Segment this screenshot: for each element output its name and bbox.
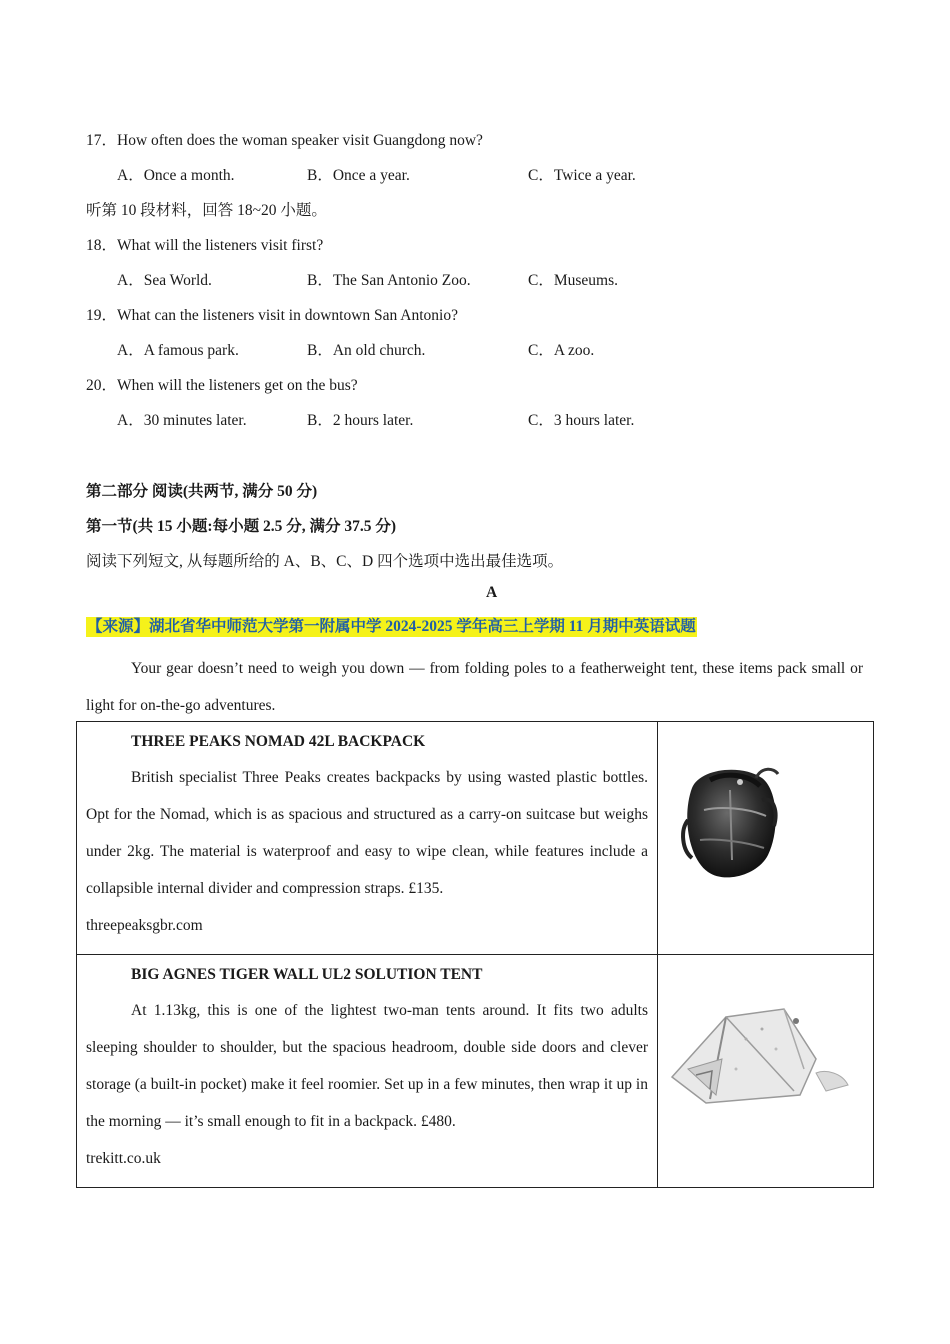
option-17c: C．Twice a year. <box>528 167 636 184</box>
option-17a: A．Once a month. <box>117 167 235 184</box>
reading-instruction: 阅读下列短文, 从每题所给的 A、B、C、D 四个选项中选出最佳选项。 <box>86 553 564 570</box>
table-row <box>77 722 874 955</box>
option-19b: B．An old church. <box>307 342 426 359</box>
product-description: At 1.13kg, this is one of the lightest two-man tents around. It fits two adults sleeping shoulder to shoulder, but the spacious headroom, double side doors and clever storage (a built-in pocket) make it feel roomier. Set up in a few minutes, then wrap it up in the morning — it’s small enough to fit in a backpack. £480. <box>86 1002 648 1130</box>
product-url: trekitt.co.uk <box>86 1150 161 1167</box>
option-19c: C．A zoo. <box>528 342 595 359</box>
product-image-cell <box>658 722 874 955</box>
products-table <box>76 721 874 1188</box>
option-20a: A．30 minutes later. <box>117 412 247 429</box>
option-18a: A．Sea World. <box>117 272 212 289</box>
question-19: 19．What can the listeners visit in downtown San Antonio? <box>86 307 458 324</box>
product-title: BIG AGNES TIGER WALL UL2 SOLUTION TENT <box>131 966 483 983</box>
product-text-cell <box>77 955 658 1188</box>
option-18c: C．Museums. <box>528 272 619 289</box>
question-18: 18．What will the listeners visit first? <box>86 237 324 254</box>
option-18b: B．The San Antonio Zoo. <box>307 272 471 289</box>
question-17: 17．How often does the woman speaker visit Guangdong now? <box>86 132 483 149</box>
part-two-heading: 第二部分 阅读(共两节, 满分 50 分) <box>86 483 318 500</box>
passage-intro: Your gear doesn’t need to weigh you down — from folding poles to a featherweight tent, these items pack small or light for on-the-go adventures. <box>86 660 863 714</box>
passage-letter: A <box>486 584 498 601</box>
product-text-cell <box>77 722 658 955</box>
option-17b: B．Once a year. <box>307 167 410 184</box>
section-heading: 第一节(共 15 小题:每小题 2.5 分, 满分 37.5 分) <box>86 518 396 535</box>
instruction-q18-20: 听第 10 段材料，回答 18~20 小题。 <box>86 202 327 219</box>
option-19a: A．A famous park. <box>117 342 239 359</box>
product-url: threepeaksgbr.com <box>86 917 203 934</box>
product-description: British specialist Three Peaks creates backpacks by using wasted plastic bottles. Opt for the Nomad, which is as spacious and structured as a carry-on suitcase but weighs under 2kg. The material is waterproof and easy to wipe clean, while features include a collapsible internal divider and compression straps. £135. <box>86 769 648 897</box>
question-20: 20．When will the listeners get on the bus? <box>86 377 358 394</box>
backpack-photo-icon <box>670 760 790 885</box>
tent-photo-icon <box>666 999 856 1109</box>
source-note: 【来源】湖北省华中师范大学第一附属中学 2024-2025 学年高三上学期 11 月期中英语试题 <box>87 618 696 635</box>
product-title: THREE PEAKS NOMAD 42L BACKPACK <box>131 733 426 750</box>
product-image-cell <box>658 955 874 1188</box>
table-row <box>77 955 874 1188</box>
option-20c: C．3 hours later. <box>528 412 635 429</box>
option-20b: B．2 hours later. <box>307 412 414 429</box>
